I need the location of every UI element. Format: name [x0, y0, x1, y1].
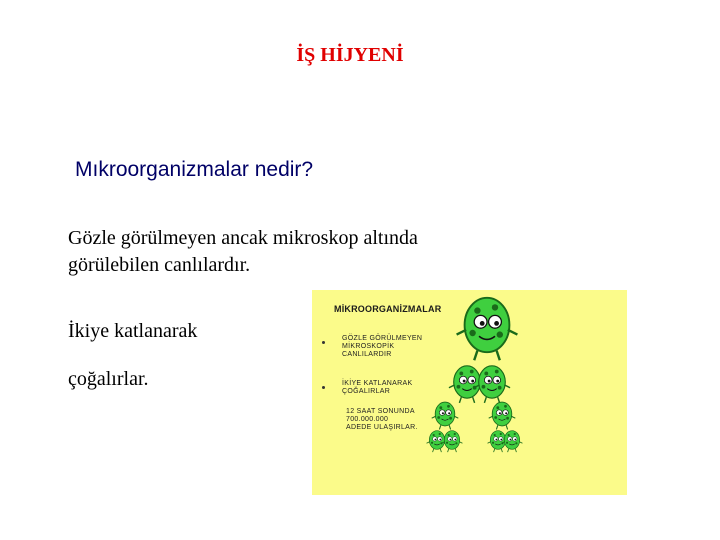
- microorganism-illustration: [312, 290, 627, 495]
- microbe-icon: [474, 366, 510, 403]
- block3-line: 12 SAAT SONUNDA: [346, 408, 415, 415]
- reproduction-text-2: çoğalırlar.: [68, 368, 149, 390]
- block3-line: 700.000.000: [346, 416, 389, 423]
- block1-line: GÖZLE GÖRÜLMEYEN: [342, 335, 423, 342]
- definition-text: Gözle görülmeyen ancak mikroskop altında görülebilen canlılardır.: [68, 227, 418, 276]
- block3-line: ADEDE ULAŞIRLAR.: [346, 424, 418, 431]
- block2-line: İKİYE KATLANARAK: [342, 380, 413, 387]
- block2-line: ÇOĞALIRLAR: [342, 388, 391, 395]
- slide-title: İŞ HİJYENİ: [296, 44, 404, 66]
- microbe-icon: [457, 298, 518, 360]
- block1-line: CANLILARDIR: [342, 351, 392, 358]
- microbe-icon: [442, 431, 463, 452]
- reproduction-text-1: İkiye katlanarak: [68, 320, 198, 342]
- microbe-drawings: [312, 290, 627, 495]
- microbe-icon: [432, 402, 459, 429]
- illustration-title: MİKROORGANİZMALAR: [334, 304, 442, 314]
- microbe-icon: [489, 402, 516, 429]
- slide-subtitle: Mıkroorganizmalar nedir?: [75, 158, 314, 181]
- block1-line: MİKROSKOPİK: [342, 343, 395, 350]
- microbe-icon: [502, 431, 523, 452]
